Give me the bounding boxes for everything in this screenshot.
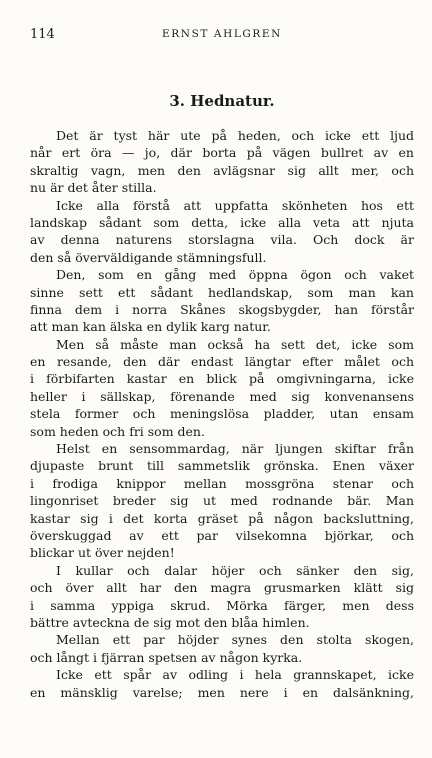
text-line: djupaste brunt till sammetslik grönska. Enen växer [30,458,414,474]
text-line: i förbifarten kastar en blick på omgivningarna, icke [30,371,414,387]
text-line: överskuggad av ett par vilsekomna björkar, och [30,527,414,543]
chapter-title: 3. Hednatur. [169,92,275,110]
text-line: landskap sådant som detta, icke alla veta att njuta [30,214,414,230]
text-line: och över allt har den magra grusmarken klätt sig [30,580,414,596]
text-line: stela former och meningslösa pladder, utan ensam [30,406,414,422]
running-head [30,27,414,45]
text-line: kastar sig i det korta gräset på någon backsluttning, [30,510,414,526]
text-line: lingonriset breder sig ut med rodnande bär. Man [30,493,414,509]
text-line: heller i sällskap, förenande med sig konvenansens [30,388,414,404]
book-page [30,0,414,758]
text-line: blickar ut över nejden! [30,545,175,561]
body-text [30,127,414,701]
text-line: att man kan älska en dylik karg natur. [30,319,271,335]
text-line: nu är det åter stilla. [30,180,157,196]
text-line: skraltig vagn, men den avlägsnar sig allt mer, och [30,162,414,178]
text-line: når ert öra — jo, där borta på vägen bullret av en [30,145,414,161]
text-line: en mänsklig varelse; men nere i en dalsänkning, [30,684,414,700]
text-line: av denna naturens storslagna vila. Och dock är [30,232,414,248]
text-line: Icke ett spår av odling i hela grannskapet, icke [56,667,414,683]
text-line: Icke alla förstå att uppfatta skönheten hos ett [56,197,414,213]
text-line: bättre avteckna de sig mot den blåa himlen. [30,614,310,630]
text-line: den så överväldigande stämningsfull. [30,249,267,265]
text-line: Mellan ett par höjder synes den stolta skogen, [56,632,414,648]
text-line: sinne sett ett sådant hedlandskap, som man kan [30,284,414,300]
text-line: Den, som en gång med öppna ögon och vaket [56,267,414,283]
text-line: finna dem i norra Skånes skogsbygder, han förstår [30,301,414,317]
text-line: och långt i fjärran spetsen av någon kyrka. [30,649,303,665]
page-number: 114 [30,27,55,42]
text-line: Men så måste man också ha sett det, icke som [56,336,414,352]
text-line: I kullar och dalar höjer och sänker den sig, [56,562,414,578]
text-line: i samma yppiga skrud. Mörka färger, men dess [30,597,414,613]
text-line: Det är tyst här ute på heden, och icke ett ljud [56,128,414,143]
text-line: i frodiga knippor mellan mossgröna stenar och [30,475,414,491]
text-line: Helst en sensommardag, när ljungen skiftar från [56,441,414,457]
text-line: en resande, den där endast längtar efter målet och [30,354,414,370]
text-line: som heden och fri som den. [30,423,205,439]
running-title: ERNST AHLGREN [162,28,282,40]
